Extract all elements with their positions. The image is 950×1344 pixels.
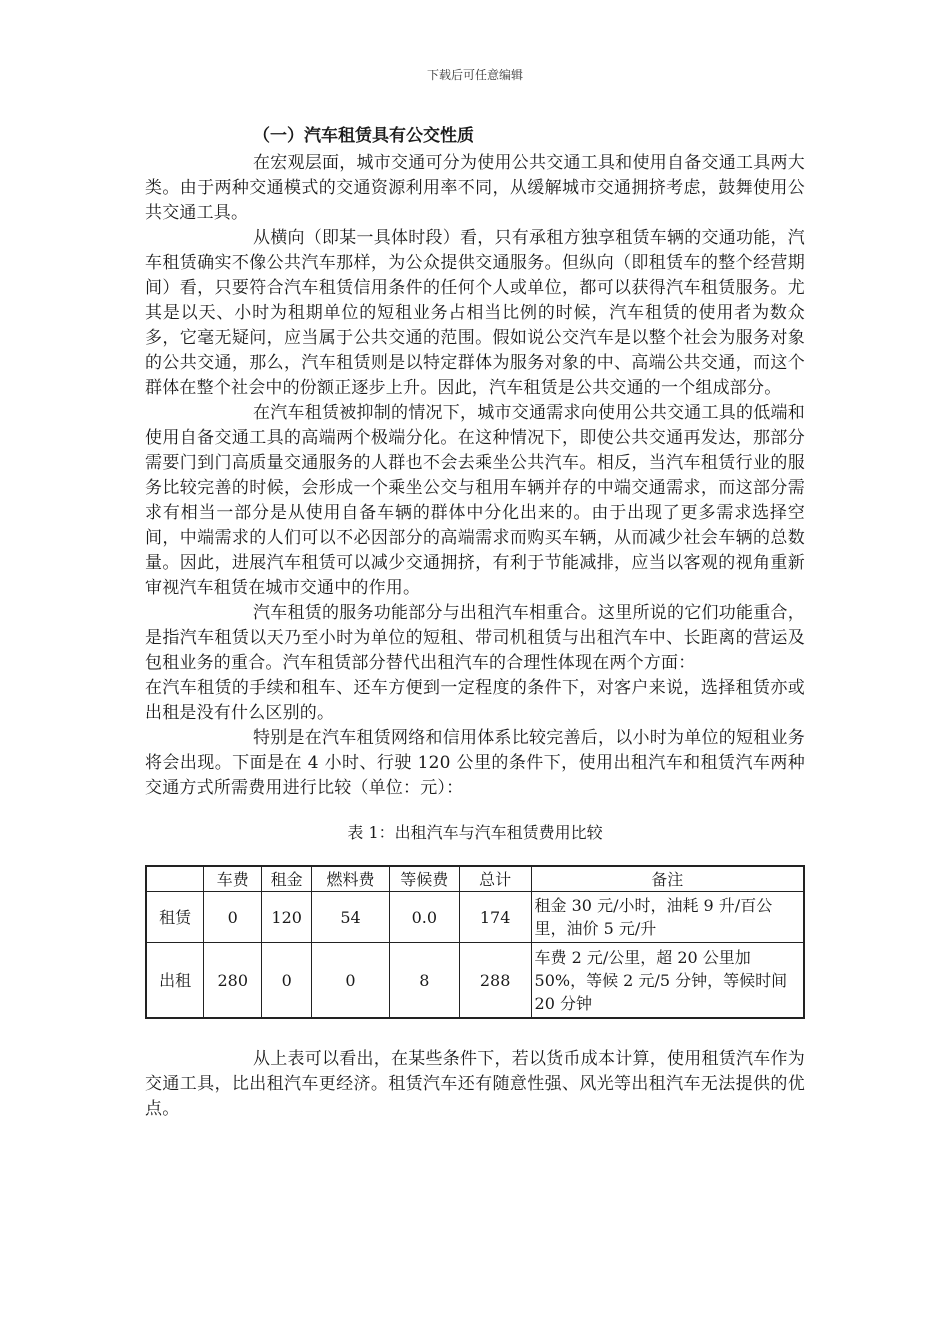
table-cell: 租赁 xyxy=(146,892,204,943)
header-cell: 备注 xyxy=(531,866,804,892)
header-cell: 车费 xyxy=(204,866,262,892)
table-cell: 8 xyxy=(389,943,459,1019)
paragraph: 从上表可以看出，在某些条件下，若以货币成本计算，使用租赁汽车作为交通工具，比出租汽车更经济。租赁汽车还有随意性强、风光等出租汽车无法提供的优点。 xyxy=(145,1049,805,1119)
page-header: 下载后可任意编辑 xyxy=(426,68,523,82)
table-cell: 0.0 xyxy=(389,892,459,943)
table-cell: 288 xyxy=(459,943,531,1019)
table-row xyxy=(146,892,804,943)
paragraph: 在汽车租赁被抑制的情况下，城市交通需求向使用公共交通工具的低端和使用自备交通工具的高端两个极端分化。在这种情况下，即使公共交通再发达，那部分需要门到门高质量交通服务的人群也不会去乘坐公共汽车。相反，当汽车租赁行业的服务比较完善的时候，会形成一个乘坐公交与租用车辆并存的中端交通需求，而这部分需求有相当一部分是从使用自备车辆的群体中分化出来的。由于出现了更多需求选择空间，中端需求的人们可以不必因部分的高端需求而购买车辆，从而减少社会车辆的总数量。因此，进展汽车租赁可以减少交通拥挤，有利于节能减排，应当以客观的视角重新审视汽车租赁在城市交通中的作用。 xyxy=(145,403,805,598)
table-cell: 54 xyxy=(312,892,390,943)
header-cell: 燃料费 xyxy=(312,866,390,892)
table-cell-note: 车费 2 元/公里，超 20 公里加 50%，等候 2 元/5 分钟，等候时间 20 分钟 xyxy=(531,943,804,1019)
table-cell: 120 xyxy=(262,892,312,943)
header-cell: 等候费 xyxy=(389,866,459,892)
table-cell: 280 xyxy=(204,943,262,1019)
cost-comparison-table xyxy=(145,865,805,1019)
paragraph: 特别是在汽车租赁网络和信用体系比较完善后，以小时为单位的短租业务将会出现。下面是在 4 小时、行驶 120 公里的条件下，使用出租汽车和租赁汽车两种交通方式所需费用进行比较（单位：元）： xyxy=(145,728,805,798)
header-cell: 租金 xyxy=(262,866,312,892)
paragraph: 在宏观层面，城市交通可分为使用公共交通工具和使用自备交通工具两大类。由于两种交通模式的交通资源利用率不同，从缓解城市交通拥挤考虑，鼓舞使用公共交通工具。 xyxy=(145,153,805,223)
section-title: （一）汽车租赁具有公交性质 xyxy=(253,126,474,146)
header-cell xyxy=(146,866,204,892)
table-cell: 0 xyxy=(262,943,312,1019)
table-header-row xyxy=(146,866,804,892)
table-cell: 出租 xyxy=(146,943,204,1019)
table-cell: 174 xyxy=(459,892,531,943)
document-body xyxy=(145,124,805,1122)
table-cell-note: 租金 30 元/小时，油耗 9 升/百公里，油价 5 元/升 xyxy=(531,892,804,943)
table-row xyxy=(146,943,804,1019)
table-caption: 表 1：出租汽车与汽车租赁费用比较 xyxy=(347,823,603,842)
paragraph: 在汽车租赁的手续和租车、还车方便到一定程度的条件下，对客户来说，选择租赁亦或出租是没有什么区别的。 xyxy=(145,678,805,723)
header-cell: 总计 xyxy=(459,866,531,892)
table-cell: 0 xyxy=(312,943,390,1019)
paragraph: 从横向（即某一具体时段）看，只有承租方独享租赁车辆的交通功能，汽车租赁确实不像公共汽车那样，为公众提供交通服务。但纵向（即租赁车的整个经营期间）看，只要符合汽车租赁信用条件的任何个人或单位，都可以获得汽车租赁服务。尤其是以天、小时为租期单位的短租业务占相当比例的时候，汽车租赁的使用者为数众多，它毫无疑问，应当属于公共交通的范围。假如说公交汽车是以整个社会为服务对象的公共交通，那么，汽车租赁则是以特定群体为服务对象的中、高端公共交通，而这个群体在整个社会中的份额正逐步上升。因此，汽车租赁是公共交通的一个组成部分。 xyxy=(145,228,805,398)
table-cell: 0 xyxy=(204,892,262,943)
paragraph: 汽车租赁的服务功能部分与出租汽车相重合。这里所说的它们功能重合，是指汽车租赁以天乃至小时为单位的短租、带司机租赁与出租汽车中、长距离的营运及包租业务的重合。汽车租赁部分替代出租汽车的合理性体现在两个方面： xyxy=(145,603,805,673)
